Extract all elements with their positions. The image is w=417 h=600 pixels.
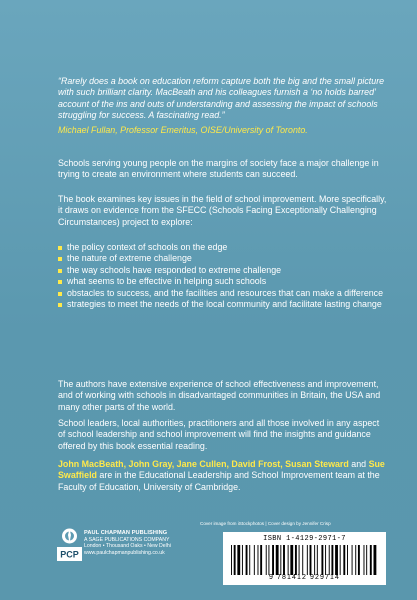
barcode-bar <box>310 545 312 575</box>
barcode-bar <box>260 545 262 575</box>
isbn-label: ISBN 1-4129-2971-7 <box>263 535 346 543</box>
barcode-bar <box>280 545 281 575</box>
barcode-panel <box>223 532 386 585</box>
barcode-bar <box>237 545 240 575</box>
barcode-bar <box>325 545 326 575</box>
publisher-tagline: A SAGE PUBLICATIONS COMPANY <box>84 536 170 543</box>
barcode-bar <box>266 545 267 575</box>
barcode-bar <box>246 545 248 575</box>
barcode-bar <box>358 545 360 575</box>
author-names-last: Sue Swaffield <box>58 459 385 481</box>
barcode-bar <box>234 545 236 575</box>
barcode-bar <box>288 545 289 575</box>
endorsement-quote: “Rarely does a book on education reform capture both the big and the small picture with such brilliant clarity. MacBeath and his colleagues furnish a ‘no holds barred’ account of the ins and outs of understanding and assessing the impact of schools struggling for success. A fascinating read.” <box>58 76 385 121</box>
list-item: the nature of extreme challenge <box>58 253 388 264</box>
barcode-bar <box>355 545 356 575</box>
barcode-bar <box>352 545 353 575</box>
barcode-bar <box>347 545 348 575</box>
barcode-bar <box>272 545 274 575</box>
barcode-bar <box>364 545 365 575</box>
barcode-bar <box>295 545 297 575</box>
barcode-bar <box>307 545 308 575</box>
publisher-name: PAUL CHAPMAN PUBLISHING <box>84 530 168 536</box>
barcode-bar <box>249 545 250 575</box>
intro-paragraph: Schools serving young people on the margins of society face a major challenge in trying to create an environment where students can succeed. <box>58 158 379 180</box>
publisher-url: www.paulchapmanpublishing.co.uk <box>84 549 165 556</box>
barcode-bar <box>258 545 259 575</box>
barcode-bar <box>343 545 345 575</box>
barcode-bar <box>276 545 279 575</box>
barcode-bar <box>366 545 367 575</box>
publisher-info <box>84 530 194 556</box>
barcode-bar <box>290 545 293 575</box>
barcode-icon <box>227 545 382 575</box>
barcode-bar <box>329 545 330 575</box>
barcode-bar <box>340 545 341 575</box>
barcode-bar <box>331 545 333 575</box>
barcode-bar <box>283 545 285 575</box>
list-item: obstacles to success, and the facilities and resources that can make a difference <box>58 288 388 299</box>
cover-credits: Cover image from iStockphotos | Cover design by Jennifer Crisp <box>200 521 331 526</box>
barcode-bar <box>317 545 318 575</box>
scope-paragraph: The book examines key issues in the field of school improvement. More specifically, it draws on evidence from the SFECC (Schools Facing Exceptionally Challenging Circumstances) project to explore: <box>58 194 387 227</box>
barcode-bar <box>374 545 377 575</box>
author-names: John MacBeath, John Gray, Jane Cullen, David Frost, Susan Steward <box>58 459 349 469</box>
authors-experience-paragraph: The authors have extensive experience of school effectiveness and improvement, and of working with schools in disadvantaged communities in Britain, the USA and many other parts of the world. <box>58 379 381 412</box>
barcode-bar <box>314 545 315 575</box>
author-bio <box>58 459 388 493</box>
and-connector: and <box>348 459 369 469</box>
audience-paragraph: School leaders, local authorities, practitioners and all those involved in any aspect of school leadership and school improvement will find the insights and guidance offered by this book essential reading. <box>58 418 380 451</box>
barcode-bar <box>231 545 232 575</box>
topics-list <box>58 242 388 310</box>
barcode-bar <box>302 545 303 575</box>
barcode-bar <box>370 545 372 575</box>
list-item: the policy context of schools on the edge <box>58 242 388 253</box>
endorsement-attribution: Michael Fullan, Professor Emeritus, OISE/University of Toronto. <box>58 125 308 135</box>
barcode-bar <box>254 545 255 575</box>
barcode-bar <box>335 545 338 575</box>
barcode-bar <box>242 545 243 575</box>
barcode-bar <box>321 545 323 575</box>
publisher-logo-text: PCP <box>60 549 79 560</box>
list-item: the way schools have responded to extreme challenge <box>58 265 388 276</box>
list-item: strategies to meet the needs of the local community and facilitate lasting change <box>58 299 388 310</box>
barcode-bar <box>268 545 269 575</box>
barcode-digits: 9 781412 929714 <box>269 574 340 581</box>
publisher-logo-icon <box>57 527 82 561</box>
author-affiliation: are in the Educational Leadership and School Improvement team at the Faculty of Education, University of Cambridge. <box>58 470 380 492</box>
list-item: what seems to be effective in helping such schools <box>58 276 388 287</box>
publisher-cities: London • Thousand Oaks • New Delhi <box>84 543 171 550</box>
barcode-bar <box>299 545 300 575</box>
